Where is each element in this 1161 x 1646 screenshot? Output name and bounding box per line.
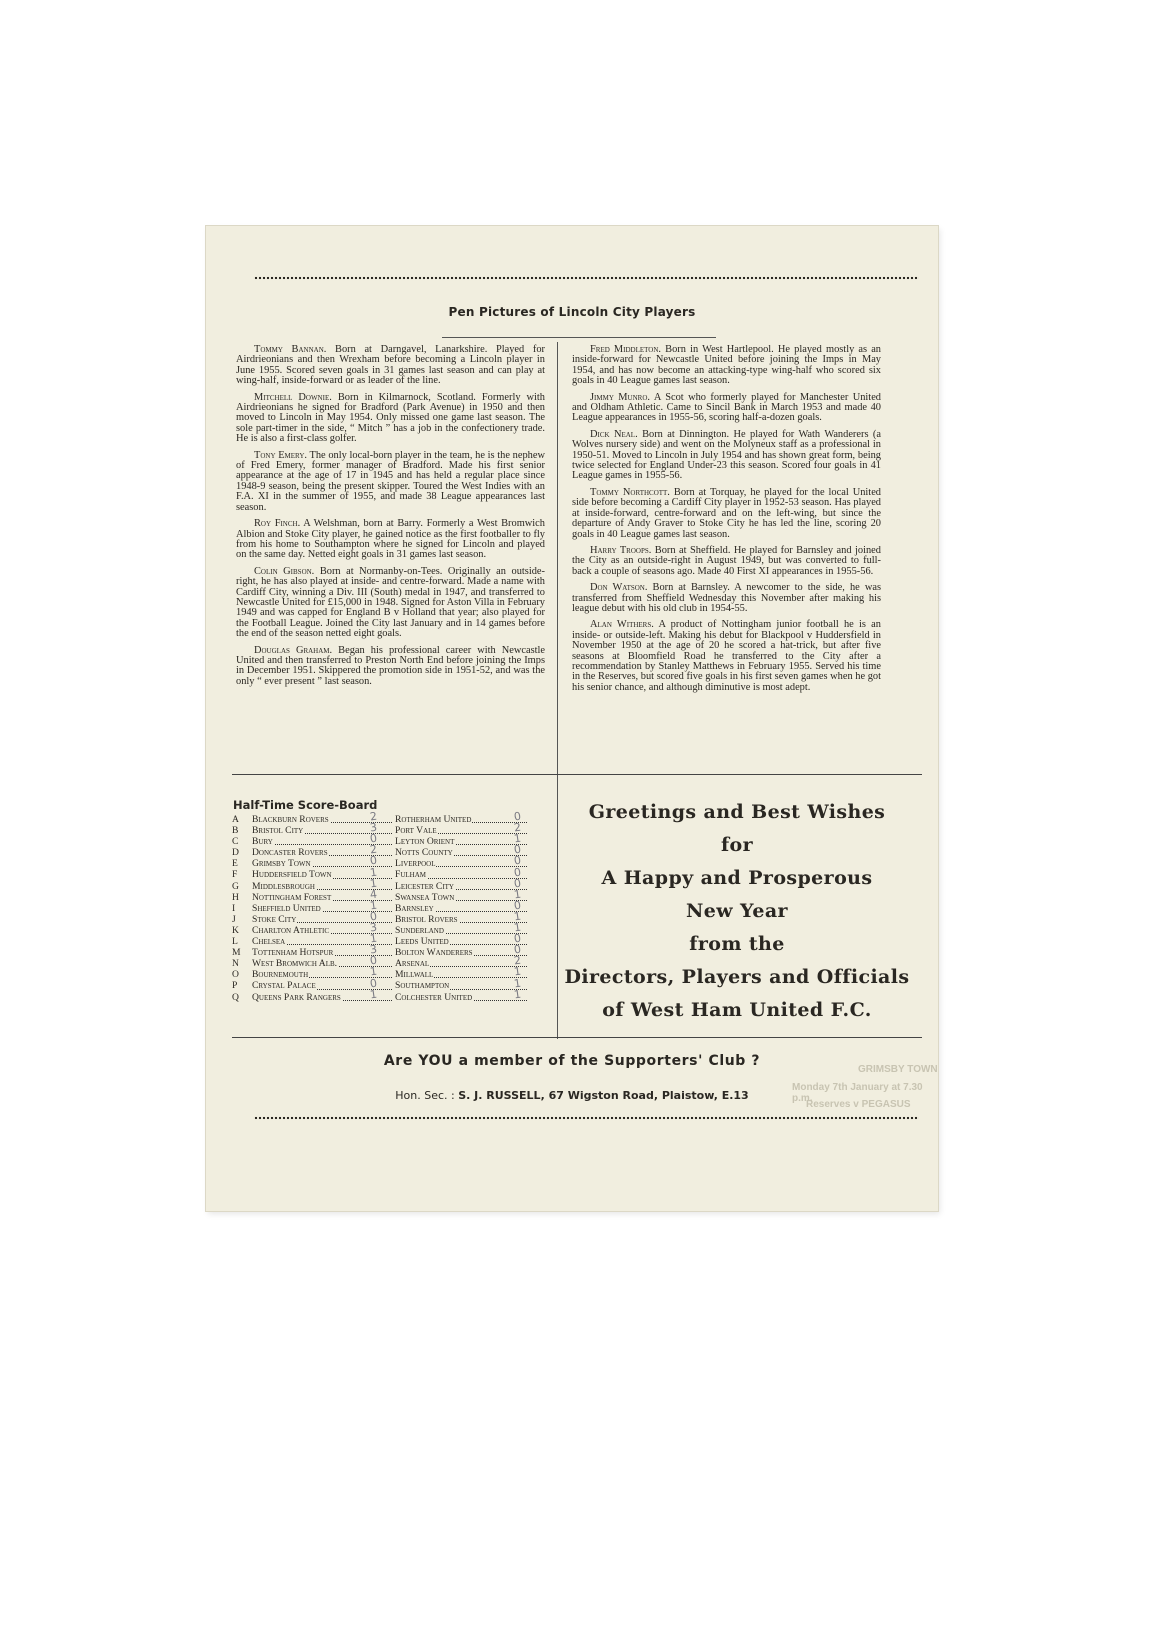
player-profile (572, 430, 881, 482)
away-team-name: Colchester United (395, 991, 473, 1003)
home-score: 0 (369, 953, 378, 968)
scoreboard-letter: L (232, 936, 238, 948)
away-team (395, 958, 527, 969)
showthrough-text-3: Reserves v PEGASUS (806, 1099, 911, 1110)
greeting-line: for (720, 834, 754, 856)
away-team-name: Notts County (395, 847, 453, 859)
home-score: 0 (369, 909, 378, 924)
player-bio: Born at Sheffield. He played for Barnsley and joined the City as an outside-right in August 1949, but was converted to full-back a couple of seasons ago. Made 40 First XI appearances in 1955-56. (572, 544, 881, 577)
player-bio: Began his professional career with Newcastle United and then transferred to Preston North End before joining the Imps in December 1951. Skippered the promotion side in 1951-52, and was the only “ ever present ” last season. (236, 644, 545, 687)
away-team (395, 903, 527, 914)
players-column-right (572, 345, 881, 699)
scoreboard-row (230, 925, 540, 936)
scoreboard-row (230, 914, 540, 925)
scoreboard-row (230, 969, 540, 980)
home-score: 3 (369, 920, 378, 935)
hon-sec-details: S. J. RUSSELL, 67 Wigston Road, Plaistow, E.13 (458, 1089, 749, 1102)
away-team-name: Millwall (395, 969, 434, 981)
home-score: 3 (369, 942, 378, 957)
scoreboard-letter: C (232, 836, 239, 848)
greeting-line: Greetings and Best Wishes (588, 801, 886, 823)
showthrough-text-1: GRIMSBY TOWN (858, 1064, 938, 1075)
page-heading: Pen Pictures of Lincoln City Players (448, 305, 696, 319)
player-name: Tony Emery. (254, 449, 307, 461)
home-team-name: Nottingham Forest (252, 891, 332, 903)
home-score: 1 (369, 964, 378, 979)
scoreboard-letter: D (232, 847, 239, 859)
away-team (395, 814, 527, 825)
scoreboard-letter: J (232, 913, 236, 925)
home-team-name: Bournemouth (252, 969, 309, 981)
away-team-name: Arsenal (395, 958, 430, 970)
away-score: 1 (513, 887, 522, 902)
home-score: 1 (369, 865, 378, 879)
away-score: 0 (513, 931, 522, 946)
greeting-line: New Year (686, 900, 788, 922)
section-rule-upper (232, 774, 922, 775)
home-score: 4 (369, 887, 378, 902)
player-bio: Born at Torquay, he played for the local United side before becoming a Cardiff City player in 1952-53 season. Has played at inside-forward, centre-forward and on the left-wing, but since the departure of Andy Graver to Stoke City he has led the line, scoring 20 goals in 40 League games last season. (572, 486, 881, 540)
scoreboard-table (230, 809, 540, 1003)
away-team-name: Leyton Orient (395, 836, 455, 848)
player-profile (236, 451, 545, 513)
scoreboard-letter: H (232, 891, 239, 903)
scoreboard-letter: N (232, 958, 239, 970)
away-score: 1 (513, 987, 522, 1002)
away-team (395, 947, 527, 958)
player-bio: Born at Normanby-on-Tees. Originally an outside-right, he has also played at inside- and centre-forward. Made a name with Cardiff City, winning a Div. III (South) medal in 1947, and transferred to Newcastle United for £15,000 in 1948. Signed for Aston Villa in February 1949 and was capped for England B v Holland that year; also played for the Football League. Joined the City last January and in 14 games before the end of the season netted eight goals. (236, 565, 545, 640)
scoreboard-row (230, 814, 540, 825)
player-profile (572, 583, 881, 614)
away-score: 0 (513, 853, 522, 868)
away-team-name: Leicester City (395, 880, 454, 892)
scoreboard-letter: M (232, 947, 241, 959)
home-team-name: Crystal Palace (252, 980, 316, 992)
away-team-name: Bolton Wanderers (395, 947, 473, 959)
home-score: 0 (369, 976, 378, 990)
away-team (395, 847, 527, 858)
home-team-name: Grimsby Town (252, 858, 311, 870)
away-score: 0 (513, 809, 522, 824)
scoreboard-row (230, 992, 540, 1003)
away-team (395, 992, 527, 1003)
away-team (395, 858, 527, 869)
player-profile (236, 393, 545, 445)
home-team-name: Sheffield United (252, 902, 321, 914)
player-profile (572, 620, 881, 693)
away-score: 0 (513, 876, 522, 891)
greeting-line: Directors, Players and Officials (564, 966, 910, 988)
away-team (395, 892, 527, 903)
hon-sec-label: Hon. Sec. : (395, 1089, 455, 1102)
scoreboard-letter: E (232, 858, 238, 870)
home-team-name: West Bromwich Alb. (252, 958, 338, 970)
greeting-line: A Happy and Prosperous (601, 867, 873, 889)
player-profile (572, 345, 881, 387)
away-team-name: Bristol Rovers (395, 913, 458, 925)
scoreboard-row (230, 958, 540, 969)
player-bio: A product of Nottingham junior football he is an inside- or outside-left. Making his debut for Blackpool v Huddersfield in November 1950 at the age of 20 he scored a hat-trick, but after five seasons at Bloomfield Road he transferred to the City after a recommendation by Stanley Matthews in February 1955. Served his time in the Reserves, but scored five goals in his first seven games when he got his senior chance, and although diminutive is most adept. (572, 619, 881, 693)
home-team-name: Tottenham Hotspur (252, 947, 334, 959)
away-team (395, 925, 527, 936)
scoreboard-letter: Q (232, 991, 239, 1003)
home-team-name: Bury (252, 836, 273, 848)
player-name: Fred Middleton. (590, 344, 662, 355)
home-score: 1 (369, 898, 378, 913)
players-column-left (236, 345, 545, 693)
away-team (395, 881, 527, 892)
away-team-name: Fulham (395, 869, 427, 881)
player-name: Alan Withers. (590, 619, 654, 631)
away-score: 0 (513, 865, 522, 879)
player-profile (236, 646, 545, 688)
player-bio: Born in West Hartlepool. He played mostly as an inside-forward for Newcastle United before joining the Imps in May 1954, and has now become an attacking-type wing-half who scored six goals in 40 League games last season. (572, 344, 882, 387)
home-team-name: Huddersfield Town (252, 869, 332, 881)
player-bio: The only local-born player in the team, he is the nephew of Fred Emery, former manager of Bradford. Made his first senior appearance at the age of 17 in 1945 and has held a regular place since 1948-9 season, being the present skipper. Toured the West Indies with an F.A. XI in the summer of 1955, and made 38 League appearances last season. (236, 449, 545, 513)
showthrough-text-2: Monday 7th January at 7.30 p.m. (792, 1082, 923, 1104)
greeting-line: from the (689, 933, 785, 955)
away-team-name: Rotherham United (395, 814, 472, 825)
scoreboard-row (230, 892, 540, 903)
home-score: 1 (369, 931, 378, 946)
away-team-name: Southampton (395, 980, 450, 992)
home-score: 1 (369, 876, 378, 891)
player-name: Douglas Graham. (254, 644, 333, 656)
scoreboard-row (230, 825, 540, 836)
away-team (395, 936, 527, 947)
home-score: 0 (369, 831, 378, 846)
player-profile (572, 488, 881, 540)
away-score: 1 (513, 964, 522, 979)
away-team (395, 969, 527, 980)
away-score: 0 (513, 942, 522, 957)
away-score: 1 (513, 831, 522, 846)
scoreboard-row (230, 881, 540, 892)
player-name: Tommy Bannan. (254, 344, 327, 355)
away-team-name: Sunderland (395, 924, 444, 936)
away-score: 1 (513, 920, 522, 935)
away-team (395, 914, 527, 925)
scoreboard-row (230, 869, 540, 880)
home-team-name: Middlesbrough (252, 880, 315, 892)
away-team-name: Swansea Town (395, 891, 455, 903)
away-team (395, 825, 527, 836)
scoreboard-row (230, 836, 540, 847)
home-team-name: Bristol City (252, 825, 304, 837)
away-score: 1 (513, 976, 522, 990)
player-profile (236, 519, 545, 561)
player-name: Harry Troops. (590, 544, 652, 556)
player-bio: Born at Dinnington. He played for Wath Wanderers (a Wolves nursery side) and went on the Molyneux staff as a professional in 1950-51. Moved to Lincoln in July 1954 and has shown great form, being twice selected for England Under-23 this season. Scored four goals in 41 League games in 1955-56. (572, 428, 881, 482)
scoreboard-letter: F (232, 869, 238, 881)
player-profile (572, 393, 881, 424)
player-bio: A Scot who formerly played for Manchester United and Oldham Athletic. Came to Sincil Bank in March 1953 and made 40 League appearances in 1955-56, scoring half-a-dozen goals. (572, 391, 881, 424)
scoreboard-title: Half-Time Score-Board (233, 798, 378, 812)
scoreboard-letter: K (232, 924, 239, 936)
top-dotted-rule (254, 276, 919, 280)
home-team-name: Queens Park Rangers (252, 991, 341, 1003)
home-team-name: Stoke City (252, 913, 297, 925)
player-name: Roy Finch. (254, 518, 301, 530)
player-bio: Born in Kilmarnock, Scotland. Formerly with Airdrieonians he signed for Bradford (Park Avenue) in 1950 and then moved to Lincoln in May 1954. Only missed one game last season. The sole part-timer in the side, “ Mitch ” has a job in the confectionery trade. He is also a first-class golfer. (236, 391, 545, 445)
heading-underline (442, 337, 716, 338)
away-score: 0 (513, 842, 522, 857)
away-score: 1 (513, 909, 522, 924)
player-profile (236, 345, 545, 387)
player-profile (236, 567, 545, 640)
player-name: Don Watson. (590, 582, 648, 594)
programme-page (206, 226, 938, 1211)
scoreboard-letter: B (232, 825, 239, 837)
away-score: 0 (513, 898, 522, 913)
player-bio: Born at Barnsley. A newcomer to the side, he was transferred from Sheffield Wednesday this November after making his league debut with his old club in 1954-55. (572, 582, 881, 614)
home-team-name: Charlton Athletic (252, 924, 330, 936)
scoreboard-letter: I (232, 902, 236, 914)
player-name: Jimmy Munro. (590, 391, 650, 403)
bottom-dotted-rule (254, 1116, 919, 1120)
home-team-name: Blackburn Rovers (252, 814, 329, 825)
new-year-greeting (552, 796, 922, 1027)
scoreboard-row (230, 936, 540, 947)
away-team-name: Port Vale (395, 825, 437, 837)
scoreboard-letter: A (232, 814, 239, 825)
away-score: 2 (513, 820, 522, 835)
away-team-name: Liverpool (395, 858, 436, 870)
home-score: 3 (369, 820, 378, 835)
home-score: 2 (369, 809, 378, 824)
scoreboard-letter: O (232, 969, 239, 981)
away-team (395, 980, 527, 991)
section-rule-lower (232, 1037, 922, 1038)
scoreboard-row (230, 980, 540, 991)
scoreboard-letter: P (232, 980, 238, 992)
player-name: Tommy Northcott. (590, 486, 670, 498)
home-team-name: Chelsea (252, 936, 286, 948)
player-bio: A Welshman, born at Barry. Formerly a West Bromwich Albion and Stoke City player, he gained notice as the first footballer to fly from his home to Southampton where he signed for Lincoln and played on the same day. Netted eight goals in 31 games last season. (236, 518, 545, 561)
scoreboard-letter: G (232, 880, 239, 892)
player-name: Dick Neal. (590, 428, 638, 440)
away-team (395, 836, 527, 847)
player-bio: Born at Darngavel, Lanarkshire. Played for Airdrieonians and then Wrexham before becoming a Lincoln player in June 1955. Scored seven goals in 31 games last season and can play at wing-half, inside-forward or as leader of the line. (236, 344, 545, 387)
away-score: 2 (513, 953, 522, 968)
home-score: 1 (369, 987, 378, 1002)
player-name: Colin Gibson. (254, 565, 315, 577)
player-name: Mitchell Downie. (254, 391, 332, 403)
scoreboard-row (230, 947, 540, 958)
home-team-name: Doncaster Rovers (252, 847, 328, 859)
home-score: 2 (369, 842, 378, 857)
player-profile (572, 546, 881, 577)
scoreboard-row (230, 858, 540, 869)
away-team (395, 869, 527, 880)
away-team-name: Leeds United (395, 936, 449, 948)
supporters-club-question: Are YOU a member of the Supporters' Club ? (383, 1053, 761, 1069)
greeting-line: of West Ham United F.C. (602, 999, 872, 1021)
away-team-name: Barnsley (395, 902, 434, 914)
scoreboard-row (230, 903, 540, 914)
home-score: 0 (369, 853, 378, 868)
scoreboard-row (230, 847, 540, 858)
